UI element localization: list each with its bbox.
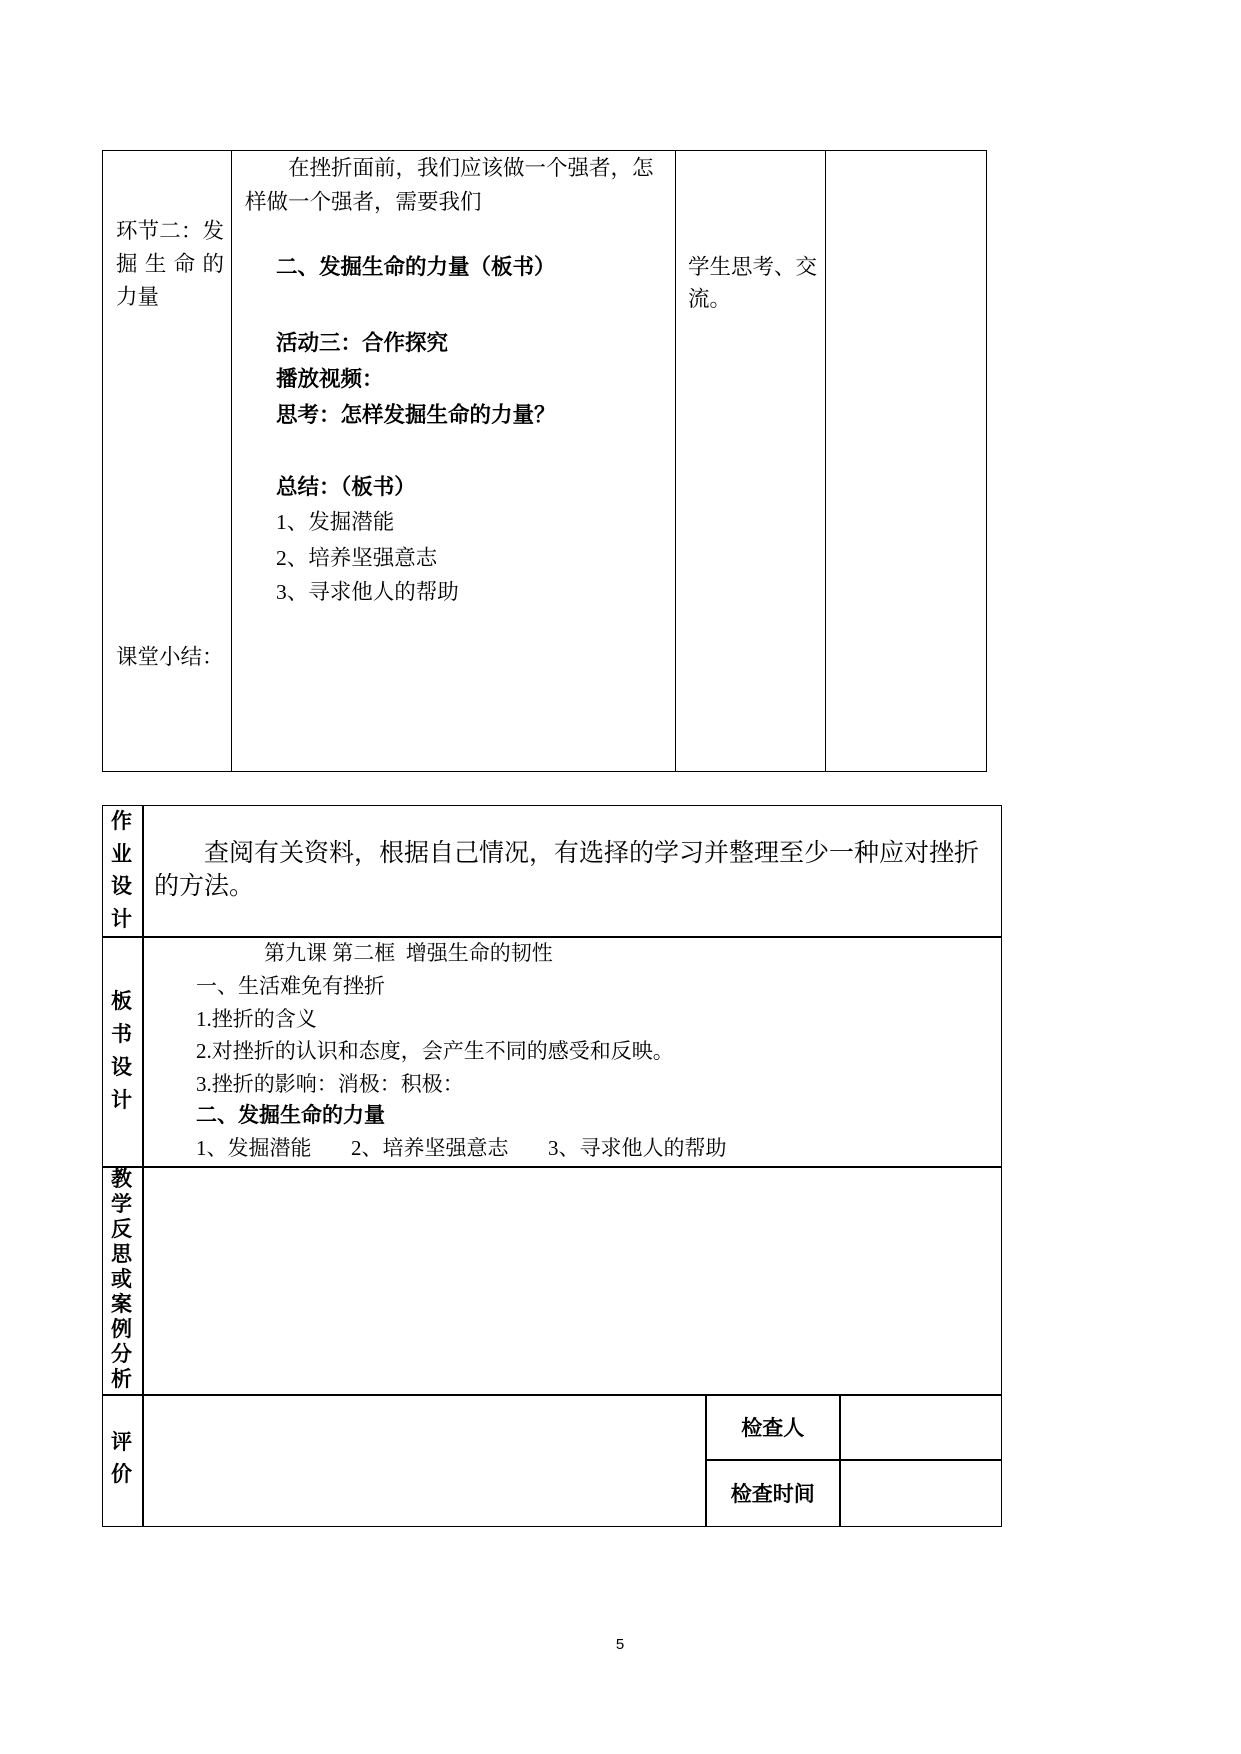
board-section-two-item: 1、发掘潜能: [196, 1136, 312, 1160]
board-line: 2.对挫折的认识和态度，会产生不同的感受和反映。: [196, 1039, 674, 1063]
video-label: 播放视频：: [276, 367, 384, 391]
teacher-intro-paragraph: 在挫折面前，我们应该做一个强者，怎样做一个强者，需要我们: [245, 156, 654, 214]
stage-label-line: 力量: [116, 285, 160, 309]
board-line: 一、生活难免有挫折: [196, 974, 385, 998]
conclusion-item: 2、培养坚强意志: [276, 546, 438, 570]
board-line: 3.挫折的影响：消极：积极：: [196, 1072, 464, 1096]
stage-label-line: 掘生命的: [116, 252, 224, 276]
section-heading: 二、发掘生命的力量（板书）: [276, 255, 556, 279]
conclusion-label: 总结：（板书）: [276, 475, 416, 499]
student-activity-cell: [675, 150, 826, 772]
board-line: 1.挫折的含义: [196, 1007, 317, 1031]
page-number: 5: [615, 1636, 625, 1653]
stage-label-line: 环节二：发: [116, 219, 224, 243]
evaluation-label-cell: [102, 1394, 144, 1527]
homework-content-cell: [142, 805, 1002, 938]
activity-title: 活动三：合作探究: [276, 331, 449, 355]
board-title: 第九课 第二框 增强生命的韧性: [264, 941, 553, 965]
evaluation-content-cell: [142, 1394, 707, 1527]
check-time-label: 检查时间: [730, 1482, 815, 1506]
checker-value-cell[interactable]: [839, 1394, 1002, 1461]
question-text: 思考：怎样发掘生命的力量？: [276, 403, 556, 427]
reflection-label-cell: [102, 1166, 144, 1396]
reflection-label: 教学反思或案例分析: [111, 1168, 132, 1391]
homework-label-cell: [102, 805, 144, 938]
conclusion-item: 1、发掘潜能: [276, 510, 395, 534]
notes-cell: [825, 150, 987, 772]
board-section-two: 二、发掘生命的力量: [196, 1104, 385, 1127]
stage-cell: [102, 150, 232, 772]
board-design-content-cell: [142, 936, 1002, 1168]
board-section-two-item: 2、培养坚强意志: [351, 1136, 509, 1160]
checker-label-cell: [705, 1394, 841, 1461]
board-design-label-cell: [102, 936, 144, 1168]
evaluation-label: 评价: [111, 1431, 132, 1486]
board-section-two-item: 3、寻求他人的帮助: [548, 1136, 727, 1160]
check-time-value-cell[interactable]: [839, 1459, 1002, 1527]
checker-label: 检查人: [741, 1417, 805, 1441]
homework-content: 查阅有关资料，根据自己情况，有选择的学习并整理至少一种应对挫折的方法。: [154, 840, 980, 900]
summary-label: 课堂小结：: [116, 645, 224, 669]
check-time-label-cell: [705, 1459, 841, 1527]
reflection-content-cell: [142, 1166, 1002, 1396]
conclusion-item: 3、寻求他人的帮助: [276, 580, 459, 604]
board-design-label: 板书设计: [111, 990, 132, 1112]
student-activity-text: 学生思考、交流。: [688, 255, 818, 311]
teacher-activity-cell: [231, 150, 676, 772]
homework-label: 作业设计: [111, 810, 132, 931]
